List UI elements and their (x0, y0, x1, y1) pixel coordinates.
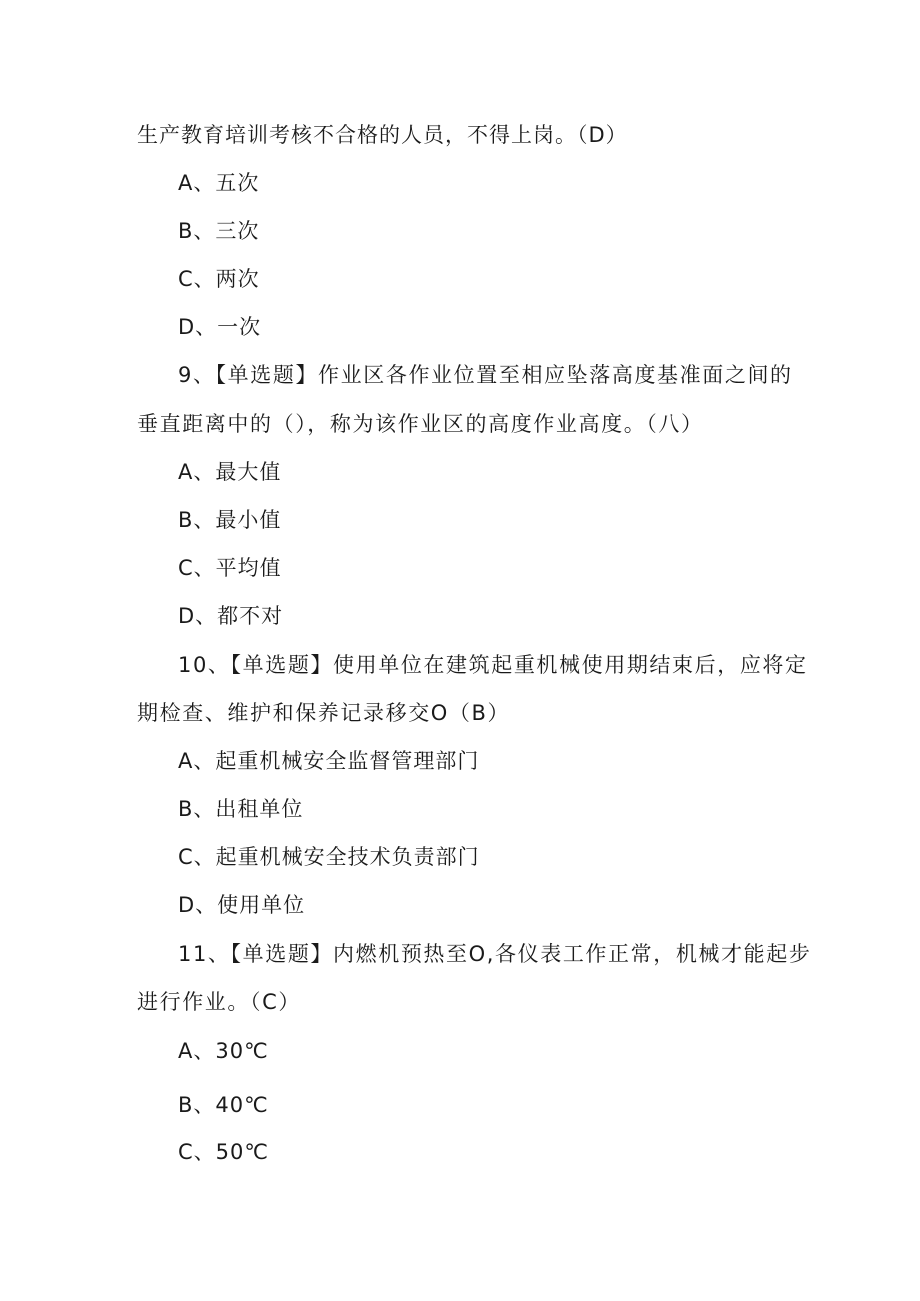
q10-option-a: A、起重机械安全监督管理部门 (178, 749, 480, 773)
q9-option-d: D、都不对 (178, 604, 284, 628)
q11-option-b: B、40℃ (178, 1093, 269, 1117)
q10-option-d: D、使用单位 (178, 893, 306, 917)
q11-option-a: A、30℃ (178, 1039, 269, 1063)
q9-option-b: B、最小值 (178, 508, 282, 532)
q9-stem-line2: 垂直距离中的（），称为该作业区的高度作业高度。（八） (137, 412, 704, 436)
q10-stem-line2: 期检查、维护和保养记录移交O（B） (137, 701, 511, 725)
q8-option-d: D、一次 (178, 315, 262, 339)
q8-option-a: A、五次 (178, 171, 260, 195)
q10-stem-line1: 10、【单选题】使用单位在建筑起重机械使用期结束后，应将定 (178, 653, 808, 677)
q11-option-c: C、50℃ (178, 1140, 269, 1164)
q10-option-c: C、起重机械安全技术负责部门 (178, 845, 480, 869)
q11-stem-line2: 进行作业。（C） (137, 990, 301, 1014)
q11-stem-line1: 11、【单选题】内燃机预热至O,各仪表工作正常，机械才能起步 (178, 942, 812, 966)
q8-text: 生产教育培训考核不合格的人员，不得上岗。（D） (137, 123, 628, 147)
q8-option-c: C、两次 (178, 267, 260, 291)
q9-stem-line1: 9、【单选题】作业区各作业位置至相应坠落高度基准面之间的 (178, 363, 793, 387)
q9-option-a: A、最大值 (178, 460, 282, 484)
q10-option-b: B、出租单位 (178, 797, 304, 821)
q9-option-c: C、平均值 (178, 556, 282, 580)
q8-option-b: B、三次 (178, 219, 260, 243)
